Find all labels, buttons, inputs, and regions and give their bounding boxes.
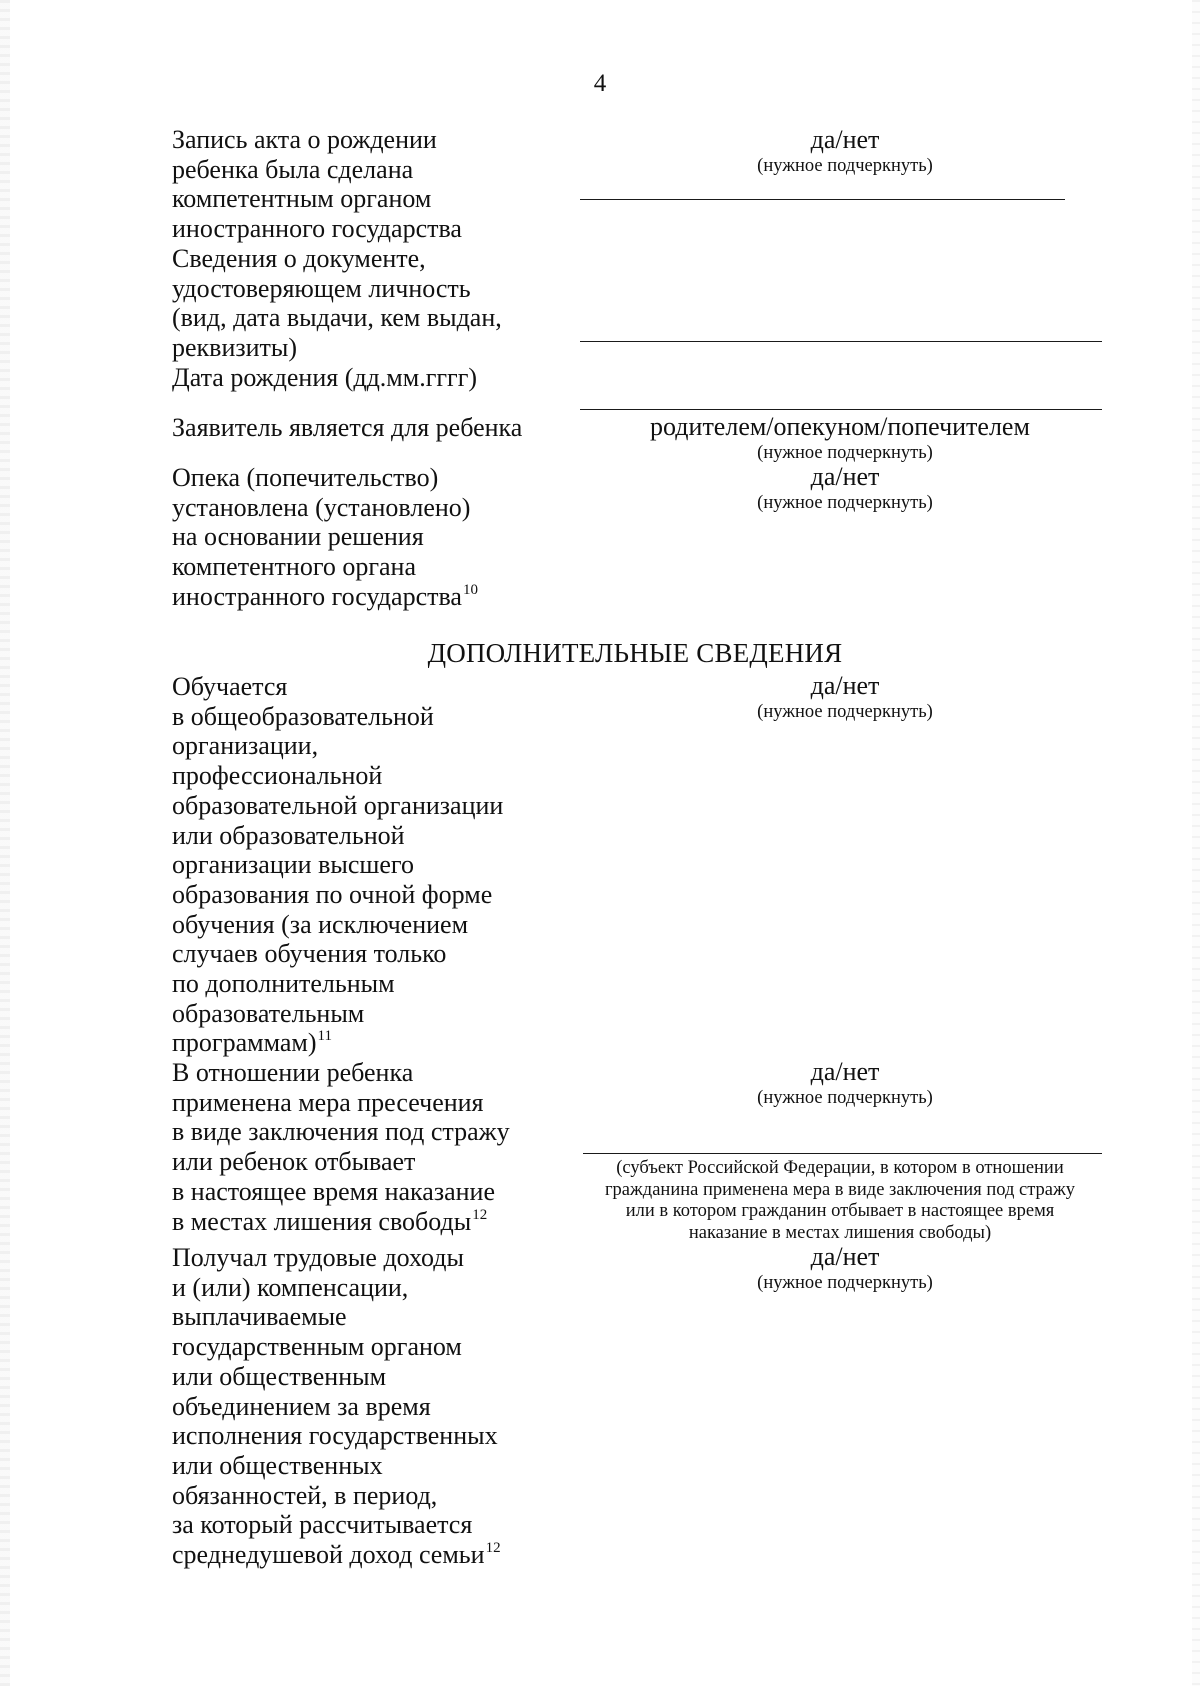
label-line: или общественных (172, 1450, 383, 1480)
label-line: Обучается (172, 672, 288, 701)
note-line: или в котором гражданин отбывает в настоящее время (625, 1201, 1055, 1221)
income-label (172, 1243, 572, 1570)
guardianship-label (172, 463, 572, 612)
applicant-role-hint: (нужное подчеркнуть) (757, 443, 933, 463)
label-line: Опека (попечительство) (172, 463, 439, 492)
label-line: выплачиваемые (172, 1302, 347, 1332)
custody-label (172, 1058, 572, 1236)
label-line: по дополнительным (172, 969, 395, 999)
label-line: объединением за время (172, 1391, 431, 1421)
label-line: (вид, дата выдачи, кем выдан, (172, 303, 502, 333)
income-choice[interactable]: да/нет (810, 1242, 880, 1271)
label-line: в общеобразовательной (172, 701, 434, 731)
birth-record-hint: (нужное подчеркнуть) (757, 156, 933, 176)
label-text: в местах лишения свободы (172, 1206, 472, 1236)
label-line: и (или) компенсации, (172, 1272, 409, 1302)
footnote-mark: 12 (485, 1540, 501, 1557)
label-line: Запись акта о рождении (172, 125, 437, 154)
footnote-mark: 10 (462, 581, 478, 598)
label-line (172, 582, 572, 612)
label-line: Дата рождения (дд.мм.гггг) (172, 363, 478, 392)
label-text: среднедушевой доход семьи (172, 1540, 485, 1570)
scan-edge-right (1192, 0, 1200, 1686)
label-line: на основании решения (172, 522, 424, 552)
label-line: образовательной организации (172, 790, 504, 820)
footnote-mark: 11 (317, 1028, 332, 1045)
label-text: иностранного государства (172, 581, 462, 611)
income-hint: (нужное подчеркнуть) (757, 1273, 933, 1293)
label-line: обязанностей, в период, (172, 1480, 438, 1510)
birth-date-answer-line[interactable] (580, 409, 1102, 410)
label-line: удостоверяющем личность (172, 273, 471, 303)
studies-choice[interactable]: да/нет (810, 671, 880, 700)
label-line (172, 1207, 572, 1237)
label-line: применена мера пресечения (172, 1087, 484, 1117)
guardianship-choice[interactable]: да/нет (810, 462, 880, 491)
custody-subject-answer-line[interactable] (583, 1153, 1102, 1154)
note-line: гражданина применена мера в виде заключения под стражу (604, 1179, 1076, 1200)
label-line: профессиональной (172, 761, 383, 791)
label-line: установлена (установлено) (172, 492, 471, 522)
applicant-role-choice[interactable]: родителем/опекуном/попечителем (650, 412, 1030, 441)
label-line: иностранного государства (172, 214, 462, 244)
birth-record-answer-line[interactable] (580, 199, 1065, 200)
page-number: 4 (593, 70, 607, 97)
label-line (172, 1028, 572, 1058)
label-line: Заявитель является для ребенка (172, 413, 523, 442)
birth-date-label (172, 363, 572, 393)
label-line: в виде заключения под стражу (172, 1117, 510, 1147)
label-line: В отношении ребенка (172, 1058, 414, 1087)
label-line: образования по очной форме (172, 879, 493, 909)
section-heading: ДОПОЛНИТЕЛЬНЫЕ СВЕДЕНИЯ (427, 638, 843, 668)
label-line: или общественным (172, 1361, 387, 1391)
label-line: организации высшего (172, 850, 414, 880)
custody-subject-note (580, 1158, 1100, 1244)
identity-doc-label (172, 244, 572, 363)
identity-doc-answer-line[interactable] (580, 341, 1102, 342)
label-line: компетентным органом (172, 184, 432, 214)
label-line: ребенка была сделана (172, 154, 414, 184)
note-line: наказание в местах лишения свободы) (688, 1222, 992, 1243)
label-line: за который рассчитывается (172, 1510, 473, 1540)
footnote-mark: 12 (472, 1206, 488, 1223)
birth-record-label (172, 125, 572, 244)
label-line: случаев обучения только (172, 939, 447, 969)
custody-hint: (нужное подчеркнуть) (757, 1088, 933, 1108)
label-line: государственным органом (172, 1332, 462, 1362)
label-line: реквизиты) (172, 333, 298, 363)
label-line: организации, (172, 731, 319, 761)
label-line: или образовательной (172, 820, 405, 850)
label-line: образовательным (172, 998, 365, 1028)
studies-hint: (нужное подчеркнуть) (757, 702, 933, 722)
studies-label (172, 672, 572, 1058)
label-line: Сведения о документе, (172, 244, 426, 273)
label-line: или ребенок отбывает (172, 1147, 416, 1177)
label-line: Получал трудовые доходы (172, 1243, 464, 1272)
scan-edge-left (0, 0, 10, 1686)
label-line: в настоящее время наказание (172, 1176, 495, 1206)
applicant-role-label (172, 413, 572, 443)
label-line: обучения (за исключением (172, 909, 469, 939)
label-line: исполнения государственных (172, 1421, 498, 1451)
label-line (172, 1540, 572, 1570)
birth-record-choice[interactable]: да/нет (810, 125, 880, 154)
label-text: программам) (172, 1028, 317, 1058)
note-line: (субъект Российской Федерации, в котором в отношении (616, 1158, 1064, 1178)
custody-choice[interactable]: да/нет (810, 1057, 880, 1086)
label-line: компетентного органа (172, 552, 416, 582)
guardianship-hint: (нужное подчеркнуть) (757, 493, 933, 513)
